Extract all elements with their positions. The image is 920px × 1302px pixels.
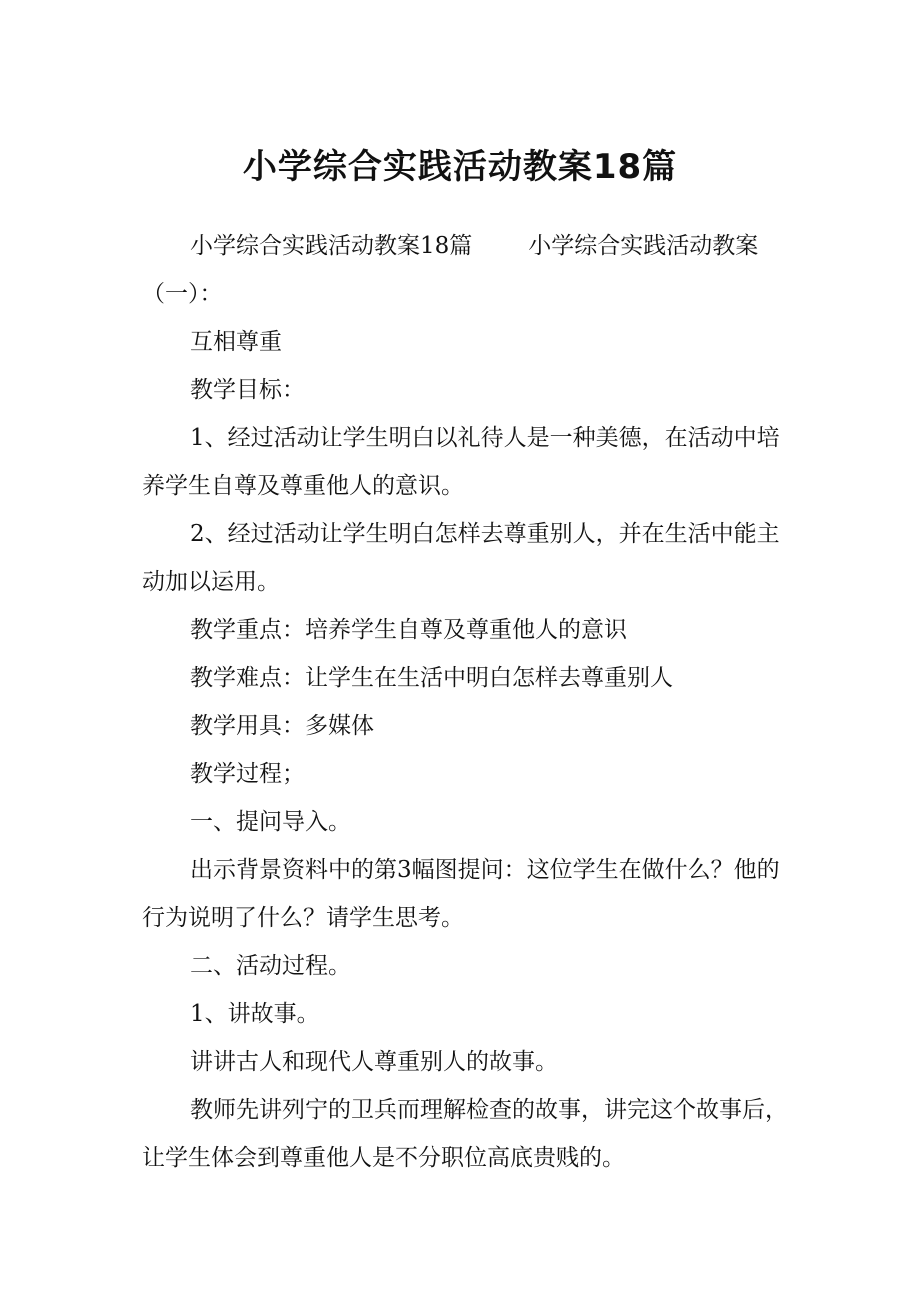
paragraph-question: 出示背景资料中的第3幅图提问：这位学生在做什么？他的行为说明了什么？请学生思考。 <box>142 857 780 931</box>
paragraph-objective-1: 1、经过活动让学生明白以礼待人是一种美德，在活动中培养学生自尊及尊重他人的意识。 <box>142 425 780 499</box>
paragraph-objectives-heading: 教学目标： <box>190 377 305 403</box>
intro-doc-title: 小学综合实践活动教案18篇 <box>190 233 473 259</box>
paragraph-step-one: 一、提问导入。 <box>190 809 351 835</box>
paragraph-lenin-story: 教师先讲列宁的卫兵而理解检查的故事，讲完这个故事后，让学生体会到尊重他人是不分职位高底贵贱的。 <box>142 1097 788 1171</box>
document-body <box>142 222 792 1182</box>
paragraph-teaching-tools: 教学用具：多媒体 <box>190 713 374 739</box>
paragraph-intro <box>142 222 792 318</box>
paragraph-lesson-title: 互相尊重 <box>190 329 282 355</box>
paragraph-difficulty: 教学难点：让学生在生活中明白怎样去尊重别人 <box>190 665 673 691</box>
paragraph-storytelling: 1、讲故事。 <box>190 1001 320 1027</box>
paragraph-stories: 讲讲古人和现代人尊重别人的故事。 <box>190 1049 558 1075</box>
paragraph-step-two: 二、活动过程。 <box>190 953 351 979</box>
paragraph-process-heading: 教学过程； <box>190 761 305 787</box>
paragraph-key-point: 教学重点：培养学生自尊及尊重他人的意识 <box>190 617 627 643</box>
document-title: 小学综合实践活动教案18篇 <box>242 147 678 187</box>
intro-section-heading: 小学综合实践活动教案（一）： <box>142 233 759 307</box>
paragraph-objective-2: 2、经过活动让学生明白怎样去尊重别人，并在生活中能主动加以运用。 <box>142 521 780 595</box>
